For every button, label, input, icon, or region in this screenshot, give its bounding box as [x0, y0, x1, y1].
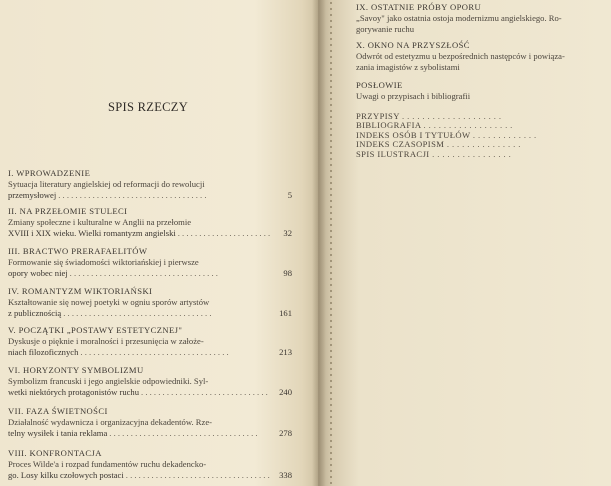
toc-entry: [356, 40, 611, 73]
toc-entry: [8, 206, 292, 239]
chapter-description: „Savoy" jako ostatnia ostoja modernizmu angielskiego. Ro-: [356, 13, 562, 23]
leader-dots: [63, 308, 270, 319]
description-line: opory wobec niej: [8, 268, 68, 278]
leader-dots: [109, 428, 270, 439]
back-matter-item: INDEKS OSÓB I TYTUŁÓW . . . . . . . . . . . . .: [356, 129, 537, 140]
chapter-description-last: [8, 470, 292, 481]
chapter-heading: VIII. KONFRONTACJA: [8, 448, 102, 458]
chapter-description: Odwrót od estetyzmu u bezpośrednich następców i powiąza-: [356, 51, 565, 61]
page-number: 278: [279, 428, 292, 438]
page-number: 240: [279, 387, 292, 397]
leader-dots: [58, 190, 270, 201]
back-matter-list: [356, 112, 537, 159]
toc-entry: [8, 365, 292, 398]
page-number: 213: [279, 347, 292, 357]
toc-entry: [8, 448, 292, 481]
chapter-description: Dyskusje o pięknie i moralności i przesunięcia w założe-: [8, 336, 204, 346]
page-number: 98: [283, 268, 292, 278]
chapter-heading: X. OKNO NA PRZYSZŁOŚĆ: [356, 40, 470, 50]
description-line: z publicznością: [8, 308, 62, 318]
leader-dots: [178, 228, 270, 239]
chapter-description: Kształtowanie się nowej poetyki w ogniu sporów artystów: [8, 297, 210, 307]
chapter-heading: III. BRACTWO PRERAFAELITÓW: [8, 246, 148, 256]
toc-entry: [8, 286, 292, 319]
chapter-heading: V. POCZĄTKI „POSTAWY ESTETYCZNEJ": [8, 325, 183, 335]
chapter-heading: IX. OSTATNIE PRÓBY OPORU: [356, 2, 482, 12]
chapter-description: Zmiany społeczne i kulturalne w Anglii na przełomie: [8, 217, 192, 227]
chapter-description: Formowanie się świadomości wiktoriańskiej i pierwsze: [8, 257, 199, 267]
chapter-description-last: [8, 347, 292, 358]
chapter-description: zania imagistów z sybolistami: [356, 62, 460, 72]
chapter-description: Uwagi o przypisach i bibliografii: [356, 91, 471, 101]
toc-entry: [356, 2, 611, 35]
toc-entry: [356, 80, 611, 102]
toc-entry: [8, 406, 292, 439]
page-edge-perforation: [330, 0, 332, 486]
page-number: 32: [283, 228, 292, 238]
leader-dots: [80, 347, 270, 358]
chapter-heading: VI. HORYZONTY SYMBOLIZMU: [8, 365, 144, 375]
page-title: SPIS RZECZY: [108, 100, 189, 114]
back-matter-item: INDEKS CZASOPISM . . . . . . . . . . . . . . .: [356, 139, 521, 150]
description-line: niach filozoficznych: [8, 347, 79, 357]
chapter-description: Symbolizm francuski i jego angielskie odpowiedniki. Syl-: [8, 376, 209, 386]
chapter-description: Działalność wydawnicza i organizacyjna dekadentów. Rze-: [8, 417, 213, 427]
leader-dots: [126, 470, 270, 481]
description-line: przemysłowej: [8, 190, 57, 200]
chapter-description-last: [8, 387, 292, 398]
back-matter-item: PRZYPISY . . . . . . . . . . . . . . . . . . . .: [356, 111, 502, 121]
chapter-heading: VII. FAZA ŚWIETNOŚCI: [8, 406, 108, 416]
chapter-heading: POSŁOWIE: [356, 80, 403, 90]
toc-entry: [8, 325, 292, 358]
page-number: 161: [279, 308, 292, 318]
chapter-heading: I. WPROWADZENIE: [8, 168, 91, 178]
back-matter-item: BIBLIOGRAFIA . . . . . . . . . . . . . . . . . .: [356, 120, 513, 131]
chapter-description: gorywanie ruchu: [356, 24, 414, 34]
description-line: wetki niektórych protagonistów ruchu: [8, 387, 140, 397]
page-number: 338: [279, 470, 292, 480]
chapter-heading: II. NA PRZEŁOMIE STULECI: [8, 206, 128, 216]
back-matter-item: SPIS ILUSTRACJI . . . . . . . . . . . . . . . .: [356, 148, 512, 159]
chapter-description: Sytuacja literatury angielskiej od reformacji do rewolucji: [8, 179, 205, 189]
toc-entry: [8, 168, 292, 201]
description-line: go. Losy kilku czołowych postaci: [8, 470, 124, 480]
chapter-description-last: [8, 308, 292, 319]
description-line: XVIII i XIX wieku. Wielki romantyzm angielski: [8, 228, 176, 238]
toc-entry: [8, 246, 292, 279]
chapter-description-last: [8, 228, 292, 239]
leader-dots: [70, 268, 270, 279]
chapter-description-last: [8, 190, 292, 201]
description-line: telny wysiłek i tania reklama: [8, 428, 108, 438]
leader-dots: [141, 387, 270, 398]
chapter-heading: IV. ROMANTYZM WIKTORIAŃSKI: [8, 286, 153, 296]
chapter-description-last: [8, 428, 292, 439]
book-gutter: [312, 0, 326, 486]
page-number: 5: [287, 190, 292, 200]
chapter-description: Proces Wilde'a i rozpad fundamentów ruchu dekadencko-: [8, 459, 207, 469]
chapter-description-last: [8, 268, 292, 279]
